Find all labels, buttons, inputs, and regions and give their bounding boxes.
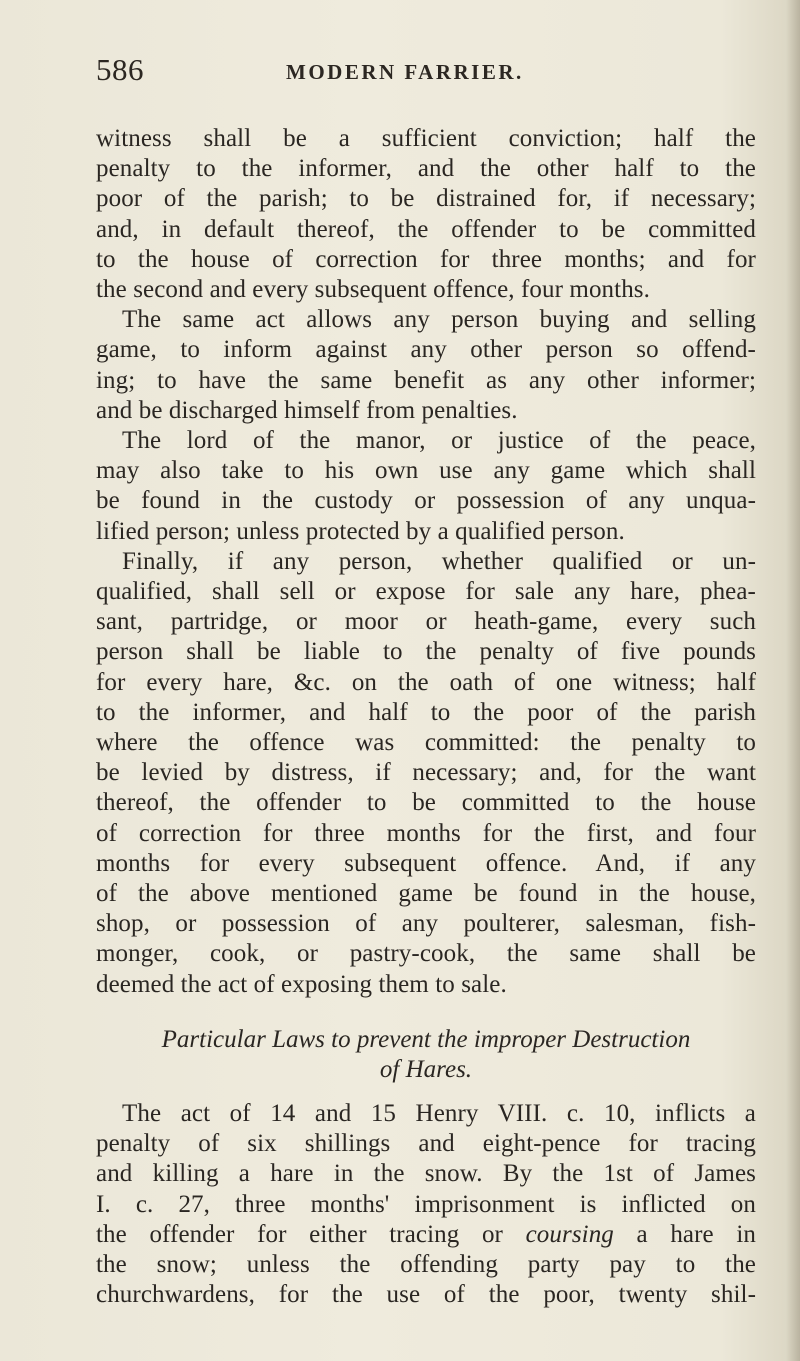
text-line: where the offence was committed: the penalty to [96, 729, 756, 757]
text-line: may also take to his own use any game which shall [96, 457, 756, 485]
text-line: be found in the custody or possession of any unqua- [96, 487, 756, 515]
page-header [96, 52, 756, 92]
text-line: deemed the act of exposing them to sale. [96, 970, 507, 998]
text-line: months for every subsequent offence. And, if any [96, 849, 756, 877]
text-line: witness shall be a sufficient conviction; half the [96, 125, 756, 152]
text-line: poor of the parish; to be distrained for, if necessary; [96, 185, 756, 213]
text-line: Finally, if any person, whether qualified or un- [122, 547, 756, 575]
text-line: sant, partridge, or moor or heath-game, every such [96, 608, 756, 636]
section-heading-line: Particular Laws to prevent the improper Destruction [161, 1025, 691, 1053]
text-line: game, to inform against any other person so offend- [96, 336, 756, 364]
text-line: The lord of the manor, or justice of the peace, [122, 427, 756, 455]
text-line: to the house of correction for three months; and for [96, 245, 756, 273]
text-line: of the above mentioned game be found in the house, [96, 880, 756, 908]
text-line: person shall be liable to the penalty of five pounds [96, 638, 756, 666]
text-line: monger, cook, or pastry-cook, the same shall be [96, 940, 756, 968]
text-line: lified person; unless protected by a qualified person. [96, 517, 625, 545]
paragraph [96, 124, 756, 305]
paragraph [96, 1099, 756, 1310]
page-number: 586 [96, 52, 144, 87]
text-line: penalty of six shillings and eight-pence for tracing [96, 1130, 756, 1158]
text-line: and killing a hare in the snow. By the 1st of James [96, 1160, 756, 1188]
text-line: thereof, the offender to be committed to the house [96, 789, 756, 817]
italic-word: coursing [525, 1220, 614, 1248]
section-heading [96, 1025, 756, 1086]
text-line: ing; to have the same benefit as any other informer; [96, 366, 756, 394]
paragraph [96, 426, 756, 547]
body-text [96, 124, 756, 1310]
paragraph [96, 547, 756, 1000]
text-line: the snow; unless the offending party pay to the [96, 1250, 756, 1278]
text-line: shop, or possession of any poulterer, salesman, fish- [96, 910, 756, 938]
text-line: The act of 14 and 15 Henry VIII. c. 10, inflicts a [122, 1099, 756, 1127]
section-heading-line: of Hares. [379, 1056, 473, 1084]
text-line: The same act allows any person buying and selling [122, 306, 756, 334]
running-head: MODERN FARRIER. [286, 60, 524, 84]
text-line: be levied by distress, if necessary; and, for the want [96, 759, 756, 787]
text-segment: a hare in [636, 1220, 756, 1248]
text-line: penalty to the informer, and the other half to the [96, 155, 756, 183]
text-line: and be discharged himself from penalties. [96, 396, 518, 424]
text-segment: the offender for either tracing or [96, 1220, 503, 1248]
paragraph [96, 305, 756, 426]
text-line: of correction for three months for the first, and four [96, 819, 756, 847]
text-line: churchwardens, for the use of the poor, twenty shil- [96, 1281, 756, 1309]
text-line: for every hare, &c. on the oath of one witness; half [96, 668, 756, 696]
text-line: I. c. 27, three months' imprisonment is inflicted on [96, 1190, 756, 1218]
text-line: the second and every subsequent offence, four months. [96, 276, 650, 304]
page-edge-shadow [786, 0, 800, 1361]
text-line [96, 1220, 756, 1250]
text-line: qualified, shall sell or expose for sale any hare, phea- [96, 578, 756, 606]
text-line: and, in default thereof, the offender to be committed [96, 215, 756, 243]
text-line: to the informer, and half to the poor of the parish [96, 698, 756, 726]
